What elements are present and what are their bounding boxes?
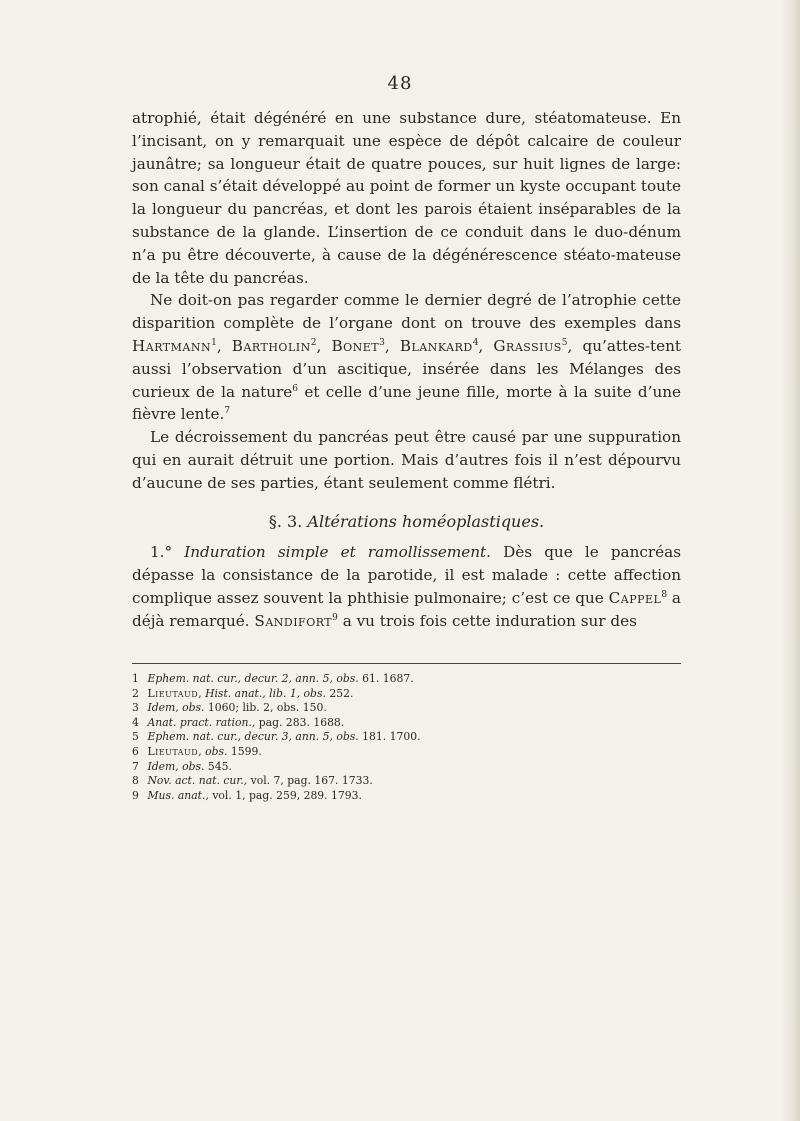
footnote-work: Idem, obs. — [147, 701, 205, 715]
footnote-divider — [132, 663, 681, 664]
author-hartmann: Hartmann — [132, 336, 212, 355]
paragraph-1: atrophié, était dégénéré en une substance dure, stéatomateuse. En l’incisant, on y remarquait une espèce de dépôt calcaire de couleur jaunâtre; sa longueur était de quatre pouces, sur huit lignes de large: son canal s’était développé au point de former un kyste occupant toute la longueur du pancréas, et dont les parois étaient inséparables de la substance de la glande. L’insertion de ce conduit dans le duo-dénum n’a pu être découverte, à cause de la dégénérescence stéato-mateuse de la tête du pancréas. — [132, 109, 681, 287]
footnote-rest: 1060; lib. 2, obs. 150. — [204, 701, 327, 715]
footnote-ref-5[interactable]: 5 — [561, 337, 568, 348]
footnote-rest: 252. — [325, 686, 354, 700]
body-text — [132, 107, 681, 633]
page-edge-shadow — [782, 0, 800, 1121]
footnote-number: 8 — [132, 774, 139, 788]
author-bonet: Bonet — [331, 336, 380, 355]
footnote-number: 1 — [132, 672, 139, 685]
footnote-rest: 181. 1700. — [358, 730, 421, 744]
footnote-rest: vol. 1, pag. 259, 289. 1793. — [208, 788, 362, 802]
footnote-rest: 1599. — [227, 744, 262, 758]
footnote-item — [132, 774, 681, 789]
footnote-ref-8[interactable]: 8 — [661, 589, 668, 600]
footnote-ref-7[interactable]: 7 — [224, 406, 231, 417]
footnote-work: obs. — [205, 744, 228, 758]
footnote-work: Idem, obs. — [147, 759, 205, 773]
footnote-author: Lieutaud — [147, 744, 199, 758]
footnote-work: Ephem. nat. cur., decur. 3, ann. 5, obs. — [147, 730, 359, 744]
footnote-number: 4 — [132, 715, 139, 729]
paragraph-2-mid: , qu’attes-tent aussi l’observation d’un ascitique, insérée dans les Mélanges des curieux de la nature — [132, 336, 681, 401]
footnotes-list — [132, 672, 681, 803]
author-grassius: Grassius — [493, 336, 562, 355]
footnote-number: 9 — [132, 788, 139, 802]
section-number: §. 3. — [268, 511, 303, 531]
paragraph-3: Le décroissement du pancréas peut être causé par une suppuration qui en aurait détruit une portion. Mais d’autres fois il n’est dépourvu d’aucune de ses parties, étant seulement comme flétri. — [132, 428, 681, 492]
footnote-number: 6 — [132, 744, 139, 758]
footnote-item — [132, 730, 681, 745]
footnote-work: Mus. anat., — [147, 788, 209, 802]
footnote-rest: pag. 283. 1688. — [255, 715, 345, 729]
footnote-item — [132, 716, 681, 731]
footnote-ref-6[interactable]: 6 — [292, 383, 299, 394]
footnote-rest: vol. 7, pag. 167. 1733. — [247, 774, 373, 788]
author-cappel: Cappel — [608, 588, 662, 607]
paragraph-2-intro: Ne doit-on pas regarder comme le dernier degré de l’atrophie cette disparition complète de l’organe dont on trouve des exemples dans — [132, 291, 681, 333]
section-title: Altérations homéoplastiques. — [307, 511, 545, 531]
subsection-number: 1.° — [150, 543, 173, 562]
footnote-item — [132, 701, 681, 716]
paragraph-4-text-3: a vu trois fois cette induration sur des — [337, 611, 637, 630]
footnote-item — [132, 672, 681, 687]
footnote-ref-9[interactable]: 9 — [332, 612, 338, 623]
subsection-title: Induration simple et ramollissement. — [184, 543, 491, 562]
author-bartholin: Bartholin — [231, 336, 311, 355]
footnote-author: Lieutaud — [147, 686, 199, 700]
footnote-item: 6 Lieutaud, obs. 1599. — [132, 744, 262, 758]
author-blankard: Blankard — [399, 336, 473, 355]
footnote-ref-1[interactable]: 1 — [211, 337, 217, 348]
footnote-ref-3[interactable]: 3 — [379, 337, 385, 348]
footnote-rest: 61. 1687. — [358, 672, 414, 685]
footnote-ref-2[interactable]: 2 — [310, 337, 317, 348]
page-number: 48 — [387, 73, 413, 94]
paragraph-2-end: et celle d’une jeune fille, morte à la suite d’une fièvre lente. — [132, 382, 681, 424]
footnote-item — [132, 789, 681, 804]
section-heading — [132, 511, 681, 534]
footnote-item — [132, 760, 681, 775]
footnote-number: 5 — [132, 730, 139, 744]
footnote-rest: 545. — [204, 759, 232, 773]
footnote-work: Ephem. nat. cur., decur. 2, ann. 5, obs. — [147, 672, 359, 685]
footnote-number: 7 — [132, 759, 139, 773]
footnote-work: Hist. anat., lib. 1, obs. — [205, 686, 326, 700]
paragraph-4-text-2: a déjà remarqué. — [132, 588, 681, 630]
paragraph-2: Ne doit-on pas regarder comme le dernier degré de l’atrophie cette disparition complète de l’organe dont on trouve des exemples dans Hartmann$^1$, Bartholin$^2$, Bonet$^3$, Blankard$^4$, Grassius$^5$, qu’attes-tent aussi l’observation d’un ascitique, insérée dans les Mélanges des curieux de la nature$^6$ et celle d’une jeune fille, morte à la suite d’une fièvre lente.$^7$ — [132, 291, 681, 424]
footnote-item: 2 Lieutaud, Hist. anat., lib. 1, obs. 252. — [132, 686, 354, 700]
author-sandifort: Sandifort — [254, 611, 333, 630]
paragraph-4 — [132, 541, 681, 632]
footnote-work: Anat. pract. ration., — [147, 715, 256, 729]
footnote-number: 3 — [132, 701, 139, 715]
footnote-number: 2 — [132, 686, 139, 700]
paragraph-4-text-1: Dès que le pancréas dépasse la consistance de la parotide, il est malade : cette affection complique assez souvent la phthisie pulmonaire; c’est ce que — [132, 543, 681, 607]
footnote-work: Nov. act. nat. cur., — [147, 774, 248, 788]
footnote-ref-4[interactable]: 4 — [472, 337, 479, 348]
